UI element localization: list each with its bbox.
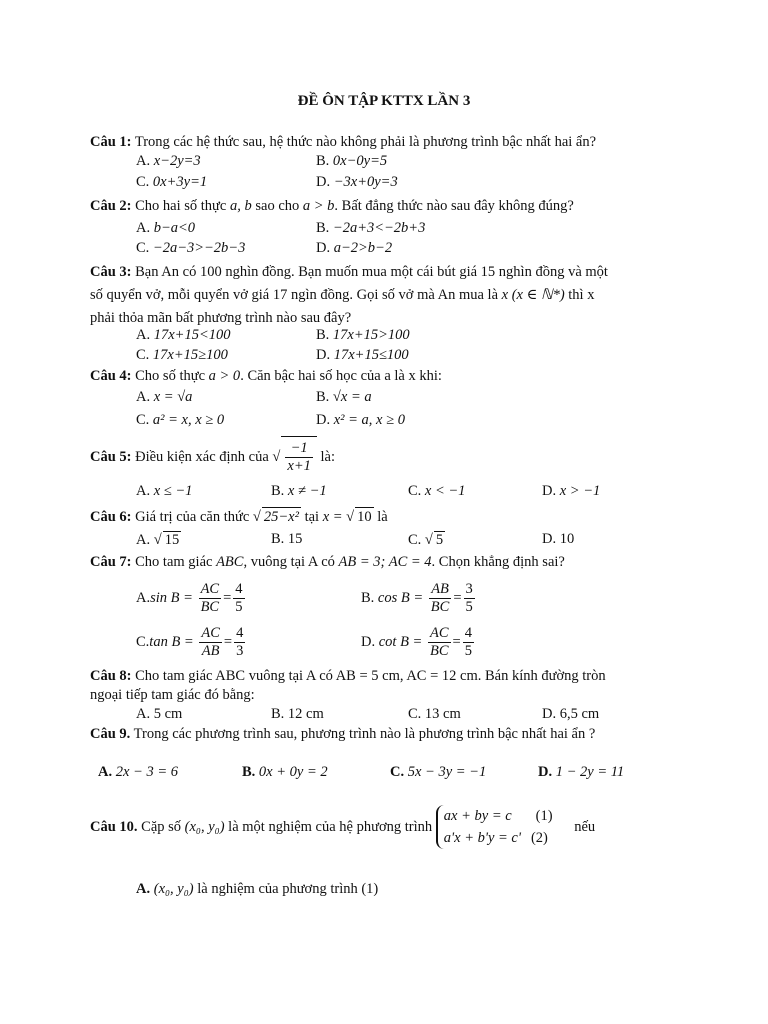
- question-4-options-row-1: [136, 389, 736, 409]
- question-2-options-row-2: [136, 240, 736, 260]
- option-a[interactable]: A. b−a<0: [136, 220, 196, 236]
- question-8: Câu 8: Cho tam giác ABC vuông tại A có AB = 5 cm, AC = 12 cm. Bán kính đường tròn ngoại tiếp tam giác đó bằng:: [90, 668, 606, 703]
- question-label: Câu 3:: [90, 264, 132, 280]
- question-label: Câu 6:: [90, 509, 132, 525]
- option-c[interactable]: C. 13 cm: [408, 706, 461, 722]
- question-7-options-row-2: [136, 622, 736, 666]
- question-1-options-row-2: [136, 174, 736, 194]
- question-10: Câu 10. Cặp số (x₀, y₀) là một nghiệm của hệ phương trình ax + by = c (1) a'x + b'y = c' (2) nếu: [90, 805, 708, 849]
- option-a[interactable]: A. 2x − 3 = 6: [98, 764, 178, 780]
- question-2: Câu 2: Cho hai số thực a, b sao cho a > b. Bất đẳng thức nào sau đây không đúng?: [90, 198, 574, 214]
- question-3: Câu 3: Bạn An có 100 nghìn đồng. Bạn muốn mua một cái bút giá 15 nghìn đồng và một số quyển vở, mỗi quyển vở giá 17 ngìn đồng. Gọi số vở mà An mua là x (x ∈ ℕ*) thì x phải thỏa mãn bất phương trình nào sau đây?: [90, 264, 608, 326]
- option-c[interactable]: C. a² = x, x ≥ 0: [136, 412, 225, 428]
- question-9-options: [98, 764, 698, 784]
- question-label: Câu 5:: [90, 449, 132, 465]
- option-a[interactable]: A. x−2y=3: [136, 153, 201, 169]
- question-3-options-row-2: [136, 347, 736, 367]
- question-label: Câu 7:: [90, 554, 132, 570]
- question-1-options-row-1: [136, 153, 736, 173]
- option-c[interactable]: C. 17x+15≥100: [136, 347, 228, 363]
- option-d[interactable]: D. 17x+15≤100: [316, 347, 409, 363]
- option-d[interactable]: D. 10: [542, 531, 575, 547]
- option-d[interactable]: D. −3x+0y=3: [316, 174, 398, 190]
- option-b[interactable]: B. cos B = $\frac{AB}{BC}$ = $\frac{3}{5}$: [361, 581, 473, 616]
- option-a[interactable]: A.sin B = $\frac{AC}{BC}$ = $\frac{4}{5}$: [136, 581, 243, 616]
- question-label: Câu 8:: [90, 668, 132, 684]
- option-a[interactable]: A. (x₀, y₀) là nghiệm của phương trình (1): [136, 881, 379, 897]
- option-b[interactable]: B. 0x−0y=5: [316, 153, 388, 169]
- question-10-option-a: [136, 881, 736, 901]
- question-label: Câu 2:: [90, 198, 132, 214]
- option-b[interactable]: B. −2a+3<−2b+3: [316, 220, 426, 236]
- question-1: [90, 133, 708, 152]
- sqrt-icon: √: [272, 449, 281, 465]
- option-d[interactable]: D. 1 − 2y = 11: [538, 764, 625, 780]
- option-d[interactable]: D. x² = a, x ≥ 0: [316, 412, 405, 428]
- option-b[interactable]: B. 15: [271, 531, 303, 547]
- equation-system: ax + by = c (1) a'x + b'y = c' (2): [436, 805, 553, 849]
- sqrt-icon: √: [252, 509, 261, 525]
- question-label: Câu 4:: [90, 368, 132, 384]
- option-c[interactable]: C. 0x+3y=1: [136, 174, 208, 190]
- option-a[interactable]: A. √ 15: [136, 532, 180, 548]
- question-3-options-row-1: [136, 327, 736, 347]
- question-label: Câu 10.: [90, 819, 138, 835]
- option-c[interactable]: C. −2a−3>−2b−3: [136, 240, 246, 256]
- option-c[interactable]: C. x < −1: [408, 483, 466, 499]
- question-4-options-row-2: [136, 412, 736, 432]
- option-a[interactable]: A. x = √a: [136, 389, 193, 405]
- question-label: Câu 9.: [90, 726, 131, 742]
- question-5: Câu 5: Điều kiện xác định của √ $\frac{-1}{x+1}$ là:: [90, 436, 708, 477]
- question-6: Câu 6: Giá trị của căn thức √ 25−x² tại x = √ 10 là: [90, 509, 388, 525]
- option-a[interactable]: A. x ≤ −1: [136, 483, 193, 499]
- option-c[interactable]: C. 5x − 3y = −1: [390, 764, 487, 780]
- option-b[interactable]: B. 12 cm: [271, 706, 324, 722]
- question-7: Câu 7: Cho tam giác ABC, vuông tại A có AB = 3; AC = 4. Chọn khẳng định sai?: [90, 554, 565, 570]
- page-title: ĐỀ ÔN TẬP KTTX LẦN 3: [297, 93, 471, 109]
- option-d[interactable]: D. cot B = $\frac{AC}{BC}$ = $\frac{4}{5}$: [361, 625, 472, 660]
- option-d[interactable]: D. x > −1: [542, 483, 601, 499]
- question-text: Trong các hệ thức sau, hệ thức nào không phải là phương trình bậc nhất hai ẩn?: [134, 134, 597, 150]
- option-c[interactable]: C.tan B = $\frac{AC}{AB}$ = $\frac{4}{3}$: [136, 625, 244, 660]
- option-c[interactable]: C. √ 5: [408, 532, 444, 548]
- option-a[interactable]: A. 17x+15<100: [136, 327, 231, 343]
- option-d[interactable]: D. 6,5 cm: [542, 706, 600, 722]
- option-b[interactable]: B. √x = a: [316, 389, 372, 405]
- question-2-options-row-1: [136, 220, 736, 240]
- question-label: Câu 1:: [90, 134, 132, 150]
- question-5-options: [136, 483, 736, 503]
- option-b[interactable]: B. 0x + 0y = 2: [242, 764, 328, 780]
- option-a[interactable]: A. 5 cm: [136, 706, 183, 722]
- sqrt-icon: √: [346, 509, 355, 525]
- option-d[interactable]: D. a−2>b−2: [316, 240, 393, 256]
- radical-expression: $\frac{-1}{x+1}$: [281, 436, 316, 477]
- question-4: Câu 4: Cho số thực a > 0. Căn bậc hai số học của a là x khi:: [90, 368, 442, 384]
- option-b[interactable]: B. 17x+15>100: [316, 327, 410, 343]
- question-7-options-row-1: [136, 578, 736, 622]
- option-b[interactable]: B. x ≠ −1: [271, 483, 327, 499]
- question-6-options: [136, 531, 736, 551]
- question-9: Câu 9. Trong các phương trình sau, phương trình nào là phương trình bậc nhất hai ẩn ?: [90, 726, 596, 742]
- question-8-options: [136, 706, 736, 726]
